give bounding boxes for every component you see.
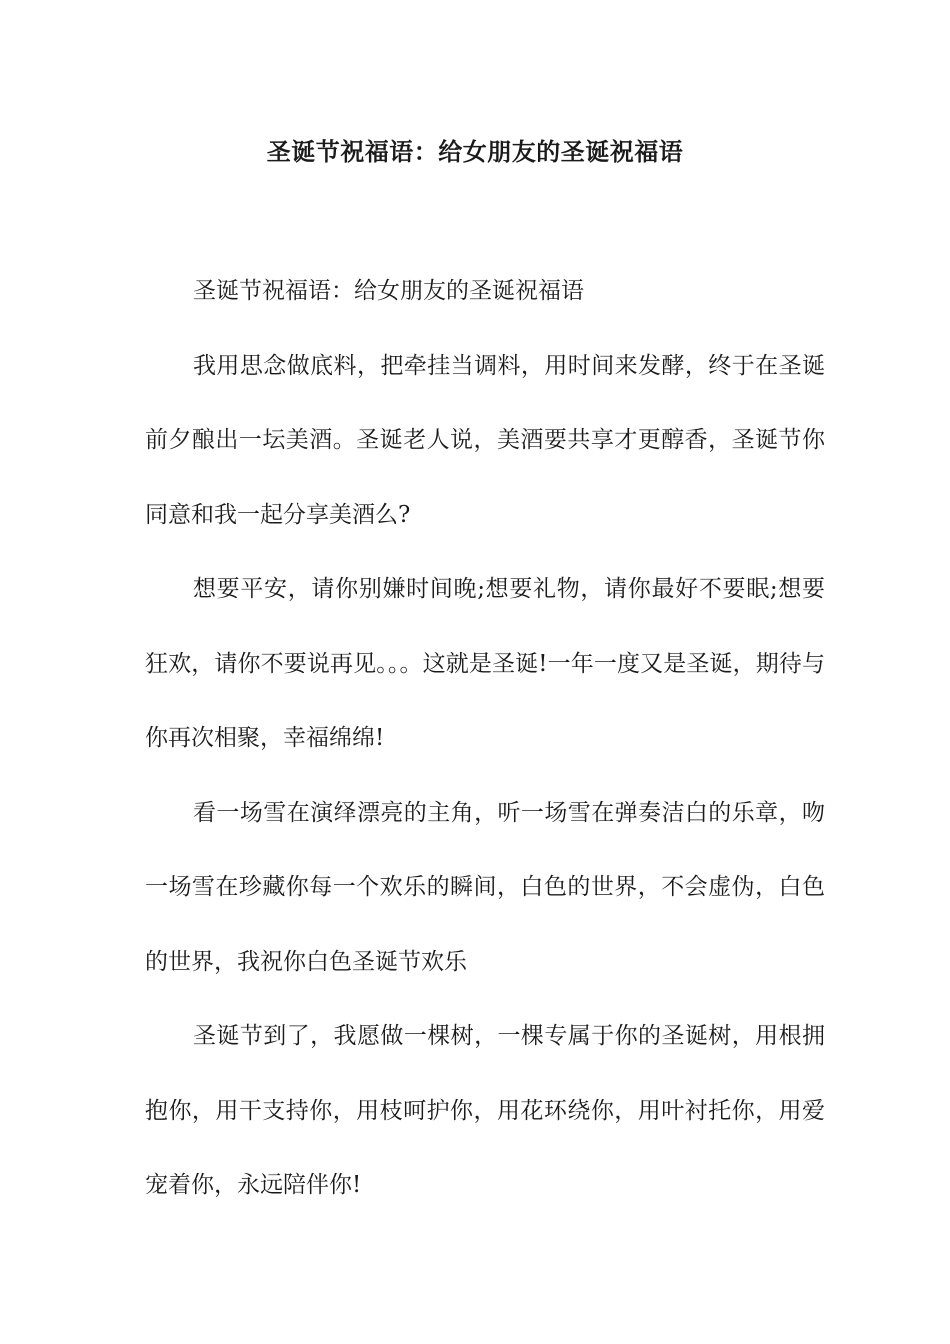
document-title: 圣诞节祝福语：给女朋友的圣诞祝福语: [266, 137, 684, 166]
paragraph-peace: 想要平安，请你别嫌时间晚;想要礼物，请你最好不要眠;想要狂欢，请你不要说再见。。。这就是圣诞!一年一度又是圣诞，期待与你再次相聚，幸福绵绵!: [145, 576, 825, 751]
paragraph-tree: 圣诞节到了，我愿做一棵树，一棵专属于你的圣诞树，用根拥抱你，用干支持你，用枝呵护你，用花环绕你，用叶衬托你，用爱宠着你，永远陪伴你!: [145, 1023, 825, 1198]
document-body: [145, 254, 825, 1223]
paragraph-subtitle: 圣诞节祝福语：给女朋友的圣诞祝福语: [193, 278, 584, 304]
paragraph-snow: 看一场雪在演绎漂亮的主角，听一场雪在弹奏洁白的乐章，吻一场雪在珍藏你每一个欢乐的瞬间，白色的世界，不会虚伪，白色的世界，我祝你白色圣诞节欢乐: [145, 799, 825, 975]
paragraph-wine: 我用思念做底料，把牵挂当调料，用时间来发酵，终于在圣诞前夕酿出一坛美酒。圣诞老人说，美酒要共享才更醇香，圣诞节你同意和我一起分享美酒么?: [145, 352, 825, 528]
